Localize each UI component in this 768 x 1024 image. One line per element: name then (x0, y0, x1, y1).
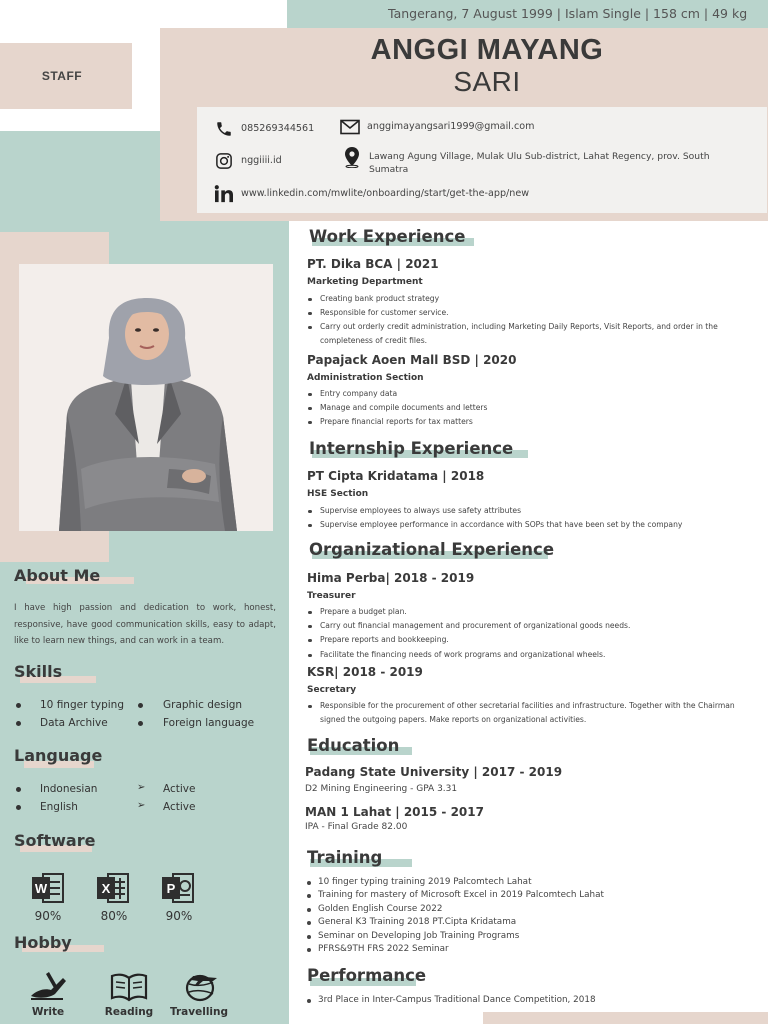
bullet (138, 703, 143, 708)
arrow-icon: ➢ (137, 800, 146, 811)
last-name: SARI (453, 66, 521, 97)
svg-text:P: P (166, 881, 176, 896)
mail-icon (339, 116, 361, 138)
skill-item: Foreign language (163, 717, 255, 729)
organizational-heading: Organizational Experience (309, 540, 555, 559)
job-bullet: Creating bank product strategy (320, 292, 750, 306)
school-detail: D2 Mining Engineering - GPA 3.31 (305, 784, 458, 794)
email-text: anggimayangsari1999@gmail.com (367, 121, 535, 132)
linkedin-icon (213, 183, 235, 205)
org-bullet: Carry out financial management and procurement of organizational goods needs. (320, 619, 750, 633)
svg-text:X: X (101, 881, 111, 896)
org-bullet: Facilitate the financing needs of work programs and organizational wheels. (320, 648, 750, 662)
training-item: General K3 Training 2018 PT.Cipta Kridatama (318, 916, 758, 930)
language-heading: Language (14, 746, 103, 765)
location-pin-icon (341, 146, 363, 168)
performance-item: 3rd Place in Inter-Campus Traditional Dance Competition, 2018 (318, 994, 758, 1008)
internship-bullet: Supervise employees to always use safety attributes (320, 504, 750, 518)
training-item: Seminar on Developing Job Training Programs (318, 930, 758, 944)
reading-icon (110, 972, 148, 1006)
language-level: Active (163, 801, 196, 813)
org-bullet: Responsible for the procurement of other secretarial facilities and infrastructure. Together with the Chairman signed the outgoing papers. Make reports on organizational activities. (320, 699, 750, 728)
about-text: I have high passion and dedication to work, honest, responsive, have good communication skills, easy to adapt, like to learn new things, and can work in a team. (14, 603, 276, 646)
job-department: Marketing Department (307, 277, 423, 287)
personal-info: Tangerang, 7 August 1999 | Islam Single | 158 cm | 49 kg (388, 6, 748, 21)
email-contact[interactable] (339, 116, 534, 138)
job-bullet: Manage and compile documents and letters (320, 401, 750, 415)
write-icon (29, 968, 67, 1006)
job-bullet: Responsible for customer service. (320, 306, 750, 320)
bullet (16, 805, 21, 810)
training-item: Training for mastery of Microsoft Excel in 2019 Palcomtech Lahat (318, 889, 758, 903)
address-contact (341, 146, 731, 176)
skill-item: Data Archive (40, 717, 108, 729)
phone-icon (213, 118, 235, 140)
svg-text:W: W (34, 881, 48, 896)
hobby-label: Travelling (169, 1006, 229, 1018)
school-title: Padang State University | 2017 - 2019 (305, 765, 563, 779)
address-text: Lawang Agung Village, Mulak Ulu Sub-district, Lahat Regency, prov. South Sumatra (369, 151, 710, 175)
training-item: Golden English Course 2022 (318, 903, 758, 917)
org-title: KSR| 2018 - 2019 (307, 665, 423, 679)
bullet (16, 787, 21, 792)
decor-block (0, 131, 160, 221)
decor-block-bottom (483, 1012, 768, 1024)
hobby-label: Write (31, 1006, 65, 1018)
job-bullet: Prepare financial reports for tax matters (320, 415, 750, 429)
powerpoint-icon (161, 872, 195, 904)
travelling-icon (183, 972, 219, 1006)
training-item: PFRS&9TH FRS 2022 Seminar (318, 943, 758, 957)
skill-item: Graphic design (163, 699, 243, 711)
about-heading: About Me (14, 566, 101, 585)
org-bullet: Prepare a budget plan. (320, 605, 750, 619)
internship-title: PT Cipta Kridatama | 2018 (307, 469, 485, 483)
powerpoint-percent: 90% (165, 909, 193, 923)
job-bullet: Entry company data (320, 387, 750, 401)
training-item: 10 finger typing training 2019 Palcomtech Lahat (318, 876, 758, 890)
org-role: Treasurer (307, 591, 356, 601)
instagram-contact[interactable] (213, 150, 282, 172)
education-heading: Education (307, 736, 400, 755)
excel-percent: 80% (100, 909, 128, 923)
profile-photo (19, 264, 273, 531)
position-tag: STAFF (41, 69, 83, 83)
hobby-heading: Hobby (14, 933, 72, 952)
org-bullet: Prepare reports and bookkeeping. (320, 633, 750, 647)
language-level: Active (163, 783, 196, 795)
bullet (138, 721, 143, 726)
instagram-icon (213, 150, 235, 172)
school-detail: IPA - Final Grade 82.00 (305, 822, 408, 832)
software-heading: Software (14, 831, 96, 850)
job-department: Administration Section (307, 373, 424, 383)
language-name: Indonesian (40, 783, 98, 795)
job-title: PT. Dika BCA | 2021 (307, 257, 439, 271)
bullet (16, 721, 21, 726)
linkedin-text: www.linkedin.com/mwlite/onboarding/start/get-the-app/new (241, 188, 530, 199)
linkedin-contact[interactable] (213, 183, 529, 205)
job-title: Papajack Aoen Mall BSD | 2020 (307, 353, 517, 367)
word-icon (31, 872, 65, 904)
internship-section: HSE Section (307, 489, 369, 499)
skills-heading: Skills (14, 662, 63, 681)
first-name: ANGGI MAYANG (370, 34, 604, 66)
job-bullet: Carry out orderly credit administration, including Marketing Daily Reports, Visit Reports, and order in the completeness of credit files. (320, 320, 750, 349)
phone-text: 085269344561 (241, 123, 315, 134)
training-heading: Training (307, 848, 383, 867)
internship-bullet: Supervise employee performance in accordance with SOPs that have been set by the company (320, 518, 750, 532)
performance-heading: Performance (307, 966, 427, 985)
bullet (16, 703, 21, 708)
instagram-text: nggiiii.id (241, 155, 282, 166)
org-title: Hima Perba| 2018 - 2019 (307, 571, 475, 585)
phone-contact[interactable] (213, 118, 314, 140)
hobby-label: Reading (104, 1006, 154, 1018)
org-role: Secretary (307, 685, 357, 695)
internship-heading: Internship Experience (309, 439, 514, 458)
arrow-icon: ➢ (137, 782, 146, 793)
skill-item: 10 finger typing (40, 699, 124, 711)
work-heading: Work Experience (309, 227, 466, 246)
word-percent: 90% (34, 909, 62, 923)
language-name: English (40, 801, 78, 813)
excel-icon (96, 872, 130, 904)
school-title: MAN 1 Lahat | 2015 - 2017 (305, 805, 484, 819)
